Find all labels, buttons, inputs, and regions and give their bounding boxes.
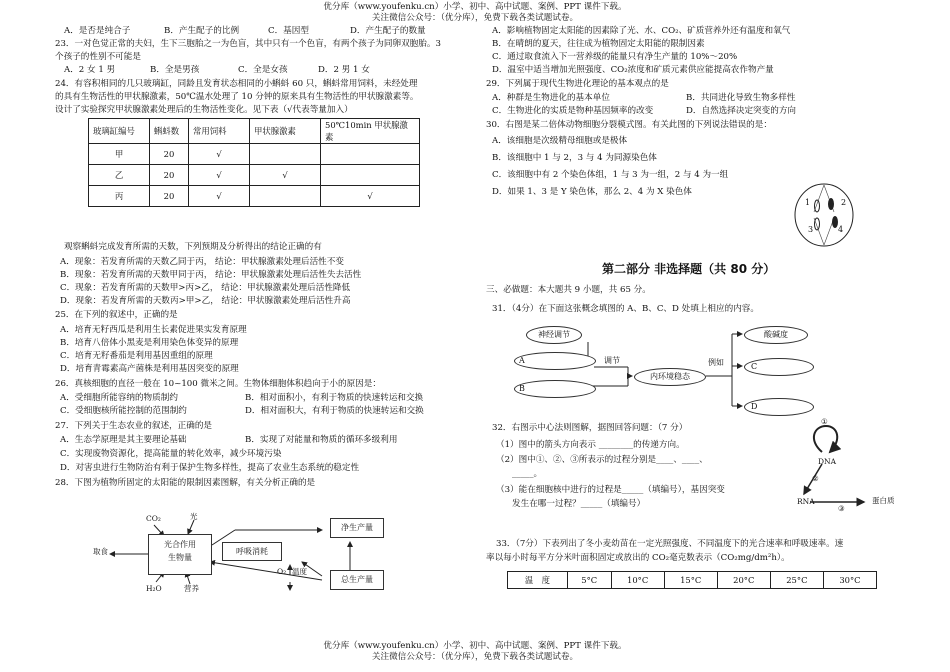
page-footer-line1: 优分库（www.youfenku.cn）小学、初中、高中试题、案例、PPT 课件下载。 (323, 641, 627, 651)
table-cell: 甲 (89, 144, 150, 165)
table-cell: 丙 (89, 186, 150, 207)
q28-option-a: A．影响植物固定太阳能的因素除了光、水、CO₂、矿质营养外还有温度和氧气 (492, 26, 791, 36)
q27-option-a: A．生态学原理是其主要理论基础 (60, 435, 187, 445)
table-header-cell: 10°C (611, 572, 664, 589)
process-1-label: ① (821, 417, 828, 426)
process-2-label: ② (812, 474, 819, 483)
table-cell: √ (321, 186, 420, 207)
q23-option-b: B．全是男孩 (150, 65, 200, 75)
q28-option-b: B．在晴朗的夏天，往往成为植物固定太阳能的限制因素 (492, 39, 705, 49)
cell-division-figure (793, 182, 855, 248)
table-cell (250, 186, 321, 207)
q26-stem: 26．真核细胞的直径一般在 10~100 微米之间。生物体细胞体积趋向于小的原因是： (55, 379, 381, 389)
table-header-cell: 15°C (664, 572, 717, 589)
q22-option-c: C．基因型 (268, 26, 309, 36)
page-header-line2: 关注微信公众号：（优分库），免费下载各类试题试卷。 (371, 13, 579, 23)
q29-option-b: B．共同进化导致生物多样性 (686, 93, 796, 103)
photosynthesis-label: 光合作用 (164, 540, 196, 549)
q22-option-b: B．产生配子的比例 (164, 26, 240, 36)
table-header-cell: 常用饲料 (189, 119, 250, 144)
table-row (89, 165, 420, 186)
table-cell: 20 (150, 144, 189, 165)
q32-stem: 32．右图示中心法则图解，据图回答问题：（7 分） (492, 423, 688, 433)
table-cell: √ (250, 165, 321, 186)
table-cell (321, 165, 420, 186)
part2-title: 第二部分 非选择题（共 80 分） (602, 262, 776, 276)
q33-stem-1: 33．（7分）下表列出了冬小麦幼苗在一定光照强度、不同温度下的光合速率和呼吸速率。速 (496, 539, 844, 549)
q30-option-a: A．该细胞是次级精母细胞或是极体 (492, 136, 628, 146)
table-row (89, 119, 420, 144)
table-header-cell: 30°C (823, 572, 876, 589)
q28-option-d: D．温室中适当增加光照强度、CO₂浓度和矿质元素供应能提高农作物产量 (492, 65, 774, 75)
q28-option-c: C．通过取食流入下一营养级的能量只有净生产量的 10%～20% (492, 52, 738, 62)
o2-label: O₂ (277, 567, 287, 576)
page-header-line1: 优分库（www.youfenku.cn）小学、初中、高中试题、案例、PPT 课件下载。 (323, 2, 627, 12)
q25-option-b: B．培育八倍体小黑麦是利用染色体变异的原理 (60, 338, 239, 348)
section3-heading: 三、必做题：本大题共 9 小题，共 65 分。 (486, 285, 651, 295)
q24-option-c: C．现象：若发育所需的天数甲>丙>乙， 结论：甲状腺激素处理后活性降低 (60, 283, 351, 293)
gross-production-box: 总生产量 (330, 570, 384, 590)
table-cell: √ (189, 144, 250, 165)
q28-stem: 28．下图为植物所固定的太阳能的限制因素图解，有关分析正确的是 (55, 478, 316, 488)
light-label: 光 (190, 512, 198, 521)
q23-stem-1: 23．一对色觉正常的夫妇，生下三胞胎之一为色盲，其中只有一个色盲，有两个孩子为同卵双胞胎。3 (55, 39, 441, 49)
table-cell (250, 144, 321, 165)
respiration-box: 呼吸消耗 (222, 542, 282, 561)
q29-stem: 29．下列属于现代生物进化理论的基本观点的是 (486, 79, 669, 89)
neural-regulation-oval: 神经调节 (526, 326, 582, 344)
q23-option-a: A．2 女 1 男 (64, 65, 116, 75)
q29-option-a: A．种群是生物进化的基本单位 (492, 93, 610, 103)
table-header-cell: 5°C (567, 572, 611, 589)
chromosome-2-label: 2 (841, 198, 847, 207)
q32-part2: （2）图中①、②、③所表示的过程分别是____、____、 (496, 455, 708, 465)
q24-option-a: A．现象：若发育所需的天数乙同于丙， 结论：甲状腺激素处理后活性不变 (60, 257, 344, 267)
table-header-cell: 甲状腺激素 (250, 119, 321, 144)
table-cell: 乙 (89, 165, 150, 186)
q25-option-a: A．培育无籽西瓜是利用生长素促进果实发育原理 (60, 325, 247, 335)
chromosome-4-label: 4 (838, 225, 844, 234)
q24-after: 观察蝌蚪完成发育所需的天数，下列预期及分析得出的结论正确的有 (64, 242, 322, 252)
q25-option-c: C．培育无籽番茄是利用基因重组的原理 (60, 351, 213, 361)
q30-option-c: C．该细胞中有 2 个染色体组，1 与 3 为一组，2 与 4 为一组 (492, 170, 729, 180)
regulate-label: 调节 (604, 356, 620, 365)
table-header-cell: 25°C (770, 572, 823, 589)
q32-part3-cont: 发生在哪一过程？_____（填编号） (512, 499, 646, 509)
ph-oval: 酸碱度 (744, 326, 808, 344)
table-cell: √ (189, 165, 250, 186)
q26-option-c: C．受细胞核所能控制的范围制约 (60, 406, 187, 416)
q26-option-d: D．相对面积大，有利于物质的快速转运和交换 (245, 406, 424, 416)
q29-option-c: C．生物进化的实质是物种基因频率的改变 (492, 106, 654, 116)
q30-stem: 30．右图是某二倍体动物细胞分裂模式图。有关此图的下列说法错误的是： (486, 120, 772, 130)
table-row (508, 572, 877, 589)
q24-stem-3: 设计了实验探究甲状腺激素处理后的生物活性变化。见下表（√代表等量加入） (55, 105, 353, 115)
q24-stem-1: 24．有容积相同的几只玻璃缸，同龄且发育状态相同的小蝌蚪 60 只，蝌蚪常用饲料，未经处理 (55, 79, 418, 89)
q30-option-b: B．该细胞中 1 与 2，3 与 4 为同源染色体 (492, 153, 657, 163)
blank-a-oval: A (514, 352, 596, 370)
q33-stem-2: 率以每小时每平方分米叶面积固定或放出的 CO₂毫克数表示（CO₂mg/dm²h）。 (486, 553, 790, 563)
dna-label: DNA (818, 457, 836, 466)
q32-part1: （1）图中的箭头方向表示 ________的传递方向。 (496, 440, 685, 450)
biomass-label: 生物量 (168, 553, 192, 562)
table-cell (321, 144, 420, 165)
q25-stem: 25．在下列的叙述中，正确的是 (55, 310, 178, 320)
chromosome-3-label: 3 (808, 225, 814, 234)
table-header-cell: 温 度 (508, 572, 568, 589)
q31-stem: 31．（4分）在下面这张概念填图的 A、B、C、D 处填上相应的内容。 (492, 304, 759, 314)
q26-option-b: B．相对面积小，有利于物质的快速转运和交换 (245, 393, 424, 403)
q27-option-b: B．实现了对能量和物质的循环多级利用 (245, 435, 398, 445)
feeding-label: 取食 (93, 547, 108, 556)
blank-b-oval: B (514, 380, 596, 398)
q32-part3: （3）能在细胞核中进行的过程是_____（填编号），基因突变 (496, 485, 725, 495)
chromosome-1-label: 1 (805, 198, 811, 207)
homeostasis-oval: 内环境稳态 (634, 368, 706, 386)
table-row (89, 186, 420, 207)
q24-option-d: D．现象：若发育所需的天数丙>甲>乙， 结论：甲状腺激素处理后活性升高 (60, 296, 351, 306)
photosynthesis-box (148, 534, 212, 575)
q23-option-d: D．2 男 1 女 (318, 65, 370, 75)
table-header-cell: 玻璃缸编号 (89, 119, 150, 144)
protein-label: 蛋白质 (872, 496, 895, 505)
q27-option-c: C．实现废物资源化，提高能量的转化效率，减少环境污染 (60, 449, 282, 459)
rna-label: RNA (797, 497, 815, 506)
q32-part2-cont: _____。 (512, 469, 543, 479)
q24-table (88, 118, 420, 207)
nutrient-label: 营养 (184, 584, 199, 593)
page-footer-line2: 关注微信公众号：（优分库），免费下载各类试题试卷。 (371, 652, 579, 662)
table-header-cell: 蝌蚪数 (150, 119, 189, 144)
temperature-label: 温度 (292, 567, 307, 576)
h2o-label: H₂O (146, 584, 162, 593)
q24-stem-2: 的具有生物活性的甲状腺激素，50℃温水处理了 10 分钟的原来具有生物活性的甲状腺激素等。 (55, 92, 419, 102)
table-cell: 20 (150, 186, 189, 207)
q24-option-b: B．现象：若发育所需的天数甲同于丙， 结论：甲状腺激素处理后活性失去活性 (60, 270, 362, 280)
process-3-label: ③ (838, 504, 845, 513)
q29-option-d: D．自然选择决定突变的方向 (686, 106, 797, 116)
q23-option-c: C．全是女孩 (238, 65, 288, 75)
q25-option-d: D．培育青霉素高产菌株是利用基因突变的原理 (60, 364, 239, 374)
table-header-cell: 50℃10min 甲状腺激素 (321, 119, 420, 144)
blank-d-oval: D (744, 398, 814, 416)
q22-option-a: A．是否是纯合子 (64, 26, 131, 36)
net-production-box: 净生产量 (330, 518, 384, 538)
blank-c-oval: C (744, 358, 814, 376)
q26-option-a: A．受细胞所能容纳的物质制约 (60, 393, 178, 403)
q23-stem-2: 个孩子的性别不可能是 (55, 52, 141, 62)
q27-option-d: D．对害虫进行生物防治有利于保护生物多样性，提高了农业生态系统的稳定性 (60, 463, 360, 473)
q22-option-d: D．产生配子的数量 (350, 26, 426, 36)
table-row (89, 144, 420, 165)
example-label: 例如 (708, 358, 724, 367)
co2-label: CO₂ (146, 514, 161, 523)
table-header-cell: 20°C (717, 572, 770, 589)
table-cell: 20 (150, 165, 189, 186)
q30-option-d: D．如果 1、3 是 Y 染色体，那么 2、4 为 X 染色体 (492, 187, 692, 197)
q33-table (507, 571, 877, 589)
table-cell: √ (189, 186, 250, 207)
q27-stem: 27．下列关于生态农业的叙述，正确的是 (55, 421, 213, 431)
